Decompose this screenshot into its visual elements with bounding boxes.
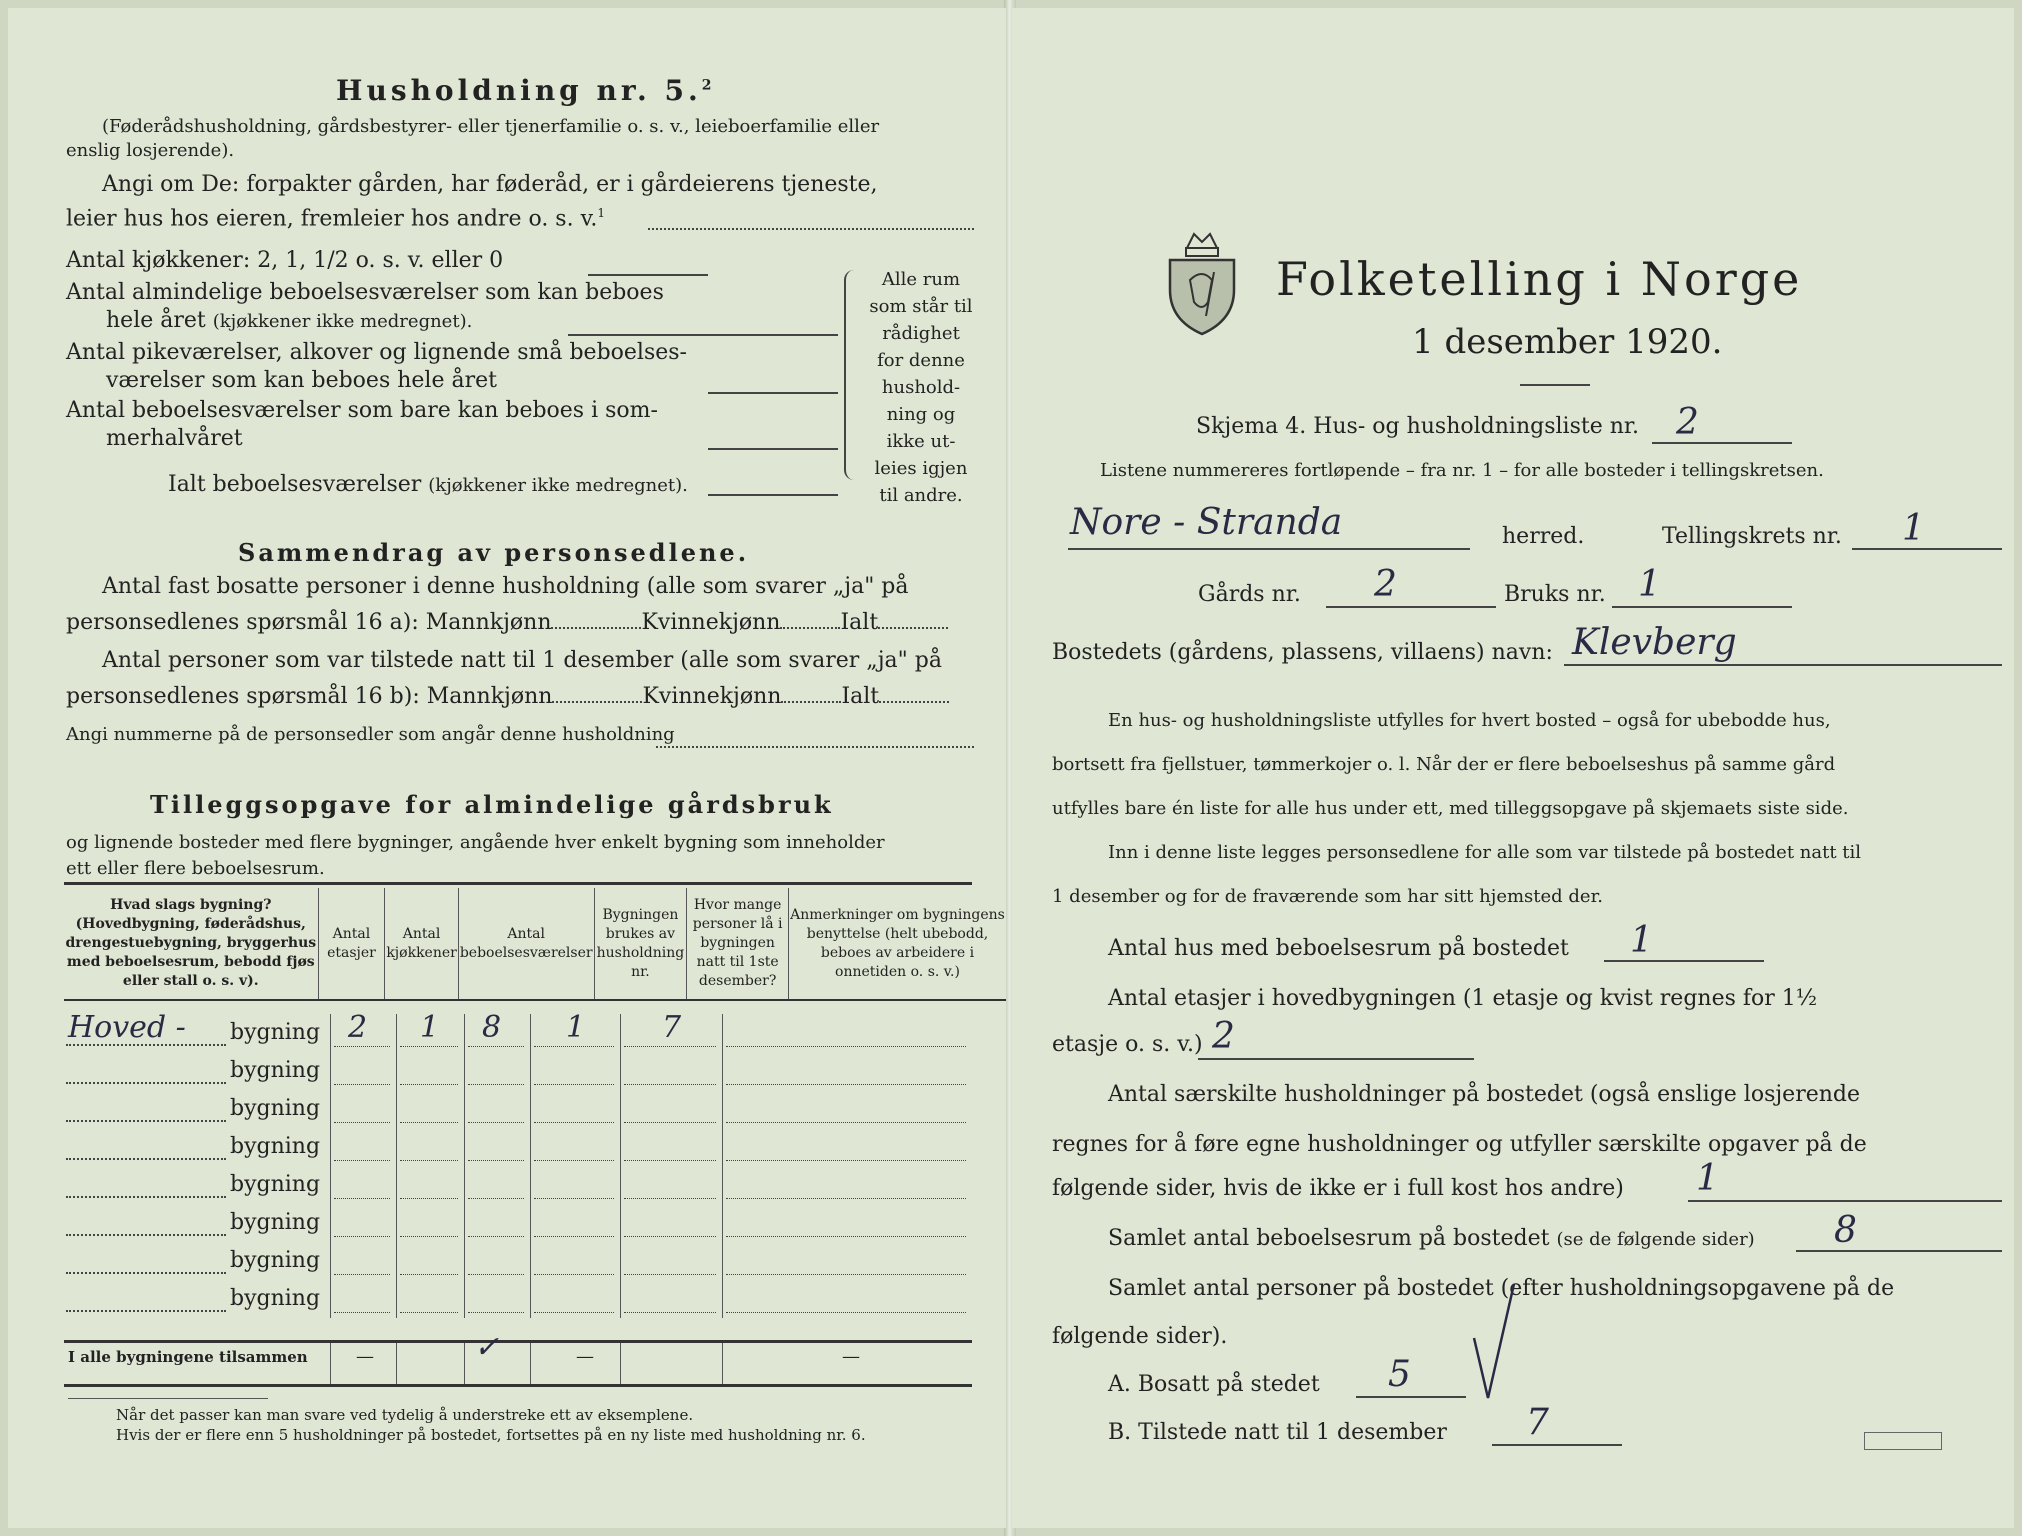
schema-label: Skjema 4. Hus- og husholdningsliste nr.	[1196, 414, 1639, 439]
column-divider	[530, 1242, 531, 1280]
list-number-value: 2	[1676, 402, 1699, 443]
maid-rooms-2: værelser som kan beboes hele året	[106, 368, 497, 393]
cell-line	[468, 1160, 524, 1161]
column-divider	[330, 1128, 331, 1166]
left-page	[8, 8, 1006, 1528]
column-divider	[464, 1280, 465, 1318]
row-type-line	[66, 1158, 226, 1160]
rooms-question: Samlet antal beboelsesrum på bostedet (se de følgende sider)	[1108, 1226, 1755, 1251]
resident-label: A. Bosatt på stedet	[1108, 1372, 1320, 1397]
column-divider	[396, 1280, 397, 1318]
column-divider	[396, 1204, 397, 1242]
instruction-3: utfylles bare én liste for alle hus under ett, med tilleggsopgave på skjemaets siste side.	[1052, 798, 1849, 819]
column-divider	[722, 1014, 723, 1052]
column-divider	[330, 1242, 331, 1280]
column-divider	[330, 1166, 331, 1204]
cell-line	[334, 1274, 390, 1275]
title-rule	[1520, 384, 1590, 386]
herred-line	[1068, 548, 1470, 550]
gards-label: Gårds nr.	[1198, 582, 1301, 607]
cell-line	[468, 1198, 524, 1199]
cell-line	[400, 1160, 458, 1161]
column-divider	[722, 1166, 723, 1204]
footnote-2: Hvis der er flere enn 5 husholdninger på bostedet, fortsettes på en ny liste med husholdning nr. 6.	[116, 1426, 866, 1444]
column-divider	[330, 1204, 331, 1242]
cell-line	[334, 1198, 390, 1199]
houses-line	[1604, 960, 1764, 962]
header-floors: Antal etasjer	[318, 888, 385, 1000]
floors-value: 2	[1212, 1016, 1235, 1057]
question-2: leier hus hos eieren, fremleier hos andre o. s. v.$^1$	[66, 206, 606, 232]
list-number-line	[1652, 442, 1792, 444]
column-divider	[620, 1090, 621, 1128]
row-type-line	[66, 1120, 226, 1122]
brace-note: Alle rum som står til rådighet for denne hushold- ning og ikke ut- leies igjen til andre.	[869, 269, 973, 506]
cell-line	[400, 1046, 458, 1047]
column-divider	[396, 1052, 397, 1090]
households-question-1: Antal særskilte husholdninger på bostedet (også enslige losjerende	[1108, 1082, 1861, 1107]
header-building-type: Hvad slags bygning? (Hovedbygning, føderådshus, drengestuebygning, bryggerhus med beboelsesrum, bebodd fjøs eller stall o. s. v).	[64, 888, 318, 1000]
cell-line	[726, 1198, 966, 1199]
total-dash-floors: —	[356, 1346, 374, 1367]
cell-line	[624, 1084, 716, 1085]
present-label: B. Tilstede natt til 1 desember	[1108, 1420, 1447, 1445]
total-rooms-line	[708, 494, 838, 496]
present-value: 7	[1526, 1402, 1549, 1443]
maid-rooms-line	[708, 392, 838, 394]
cell-line	[334, 1122, 390, 1123]
cell-line	[400, 1122, 458, 1123]
summary-2a: Antal personer som var tilstede natt til 1 desember (alle som svarer „ja" på	[102, 648, 942, 673]
column-divider	[396, 1128, 397, 1166]
column-divider	[330, 1090, 331, 1128]
checkmark-bracket-icon	[1470, 1278, 1530, 1408]
intro-note-2: enslig losjerende).	[66, 140, 235, 161]
numbers-line: Angi nummerne på de personsedler som angår denne husholdning	[66, 724, 675, 745]
row-type-line	[66, 1082, 226, 1084]
column-divider	[330, 1280, 331, 1318]
bruks-line	[1612, 606, 1792, 608]
row-label: bygning	[230, 1248, 321, 1273]
column-divider	[722, 1128, 723, 1166]
present-line	[1492, 1444, 1622, 1446]
cell-line	[468, 1312, 524, 1313]
summary-1a: Antal fast bosatte personer i denne husholdning (alle som svarer „ja" på	[102, 574, 909, 599]
column-divider	[620, 1280, 621, 1318]
column-divider	[722, 1052, 723, 1090]
instruction-4: Inn i denne liste legges personsedlene for alle som var tilstede på bostedet natt til	[1108, 842, 1862, 863]
ordinary-rooms-1: Antal almindelige beboelsesværelser som kan beboes	[66, 280, 664, 305]
total-column-divider	[464, 1342, 465, 1384]
bruks-label: Bruks nr.	[1504, 582, 1606, 607]
addon-title: Tilleggsopgave for almindelige gårdsbruk	[150, 790, 834, 819]
column-divider	[620, 1128, 621, 1166]
total-column-divider	[330, 1342, 331, 1384]
row-type-line	[66, 1196, 226, 1198]
summary-title: Sammendrag av personsedlene.	[238, 538, 750, 567]
total-column-divider	[620, 1342, 621, 1384]
column-divider	[530, 1014, 531, 1052]
coat-of-arms-icon	[1162, 228, 1242, 338]
cell-line	[468, 1084, 524, 1085]
column-divider	[530, 1280, 531, 1318]
floors-question-2: etasje o. s. v.)	[1052, 1032, 1203, 1057]
column-divider	[396, 1090, 397, 1128]
households-line	[1688, 1200, 2002, 1202]
households-value: 1	[1696, 1158, 1719, 1199]
total-rooms: Ialt beboelsesværelser (kjøkkener ikke medregnet).	[168, 472, 688, 497]
header-kitchens: Antal kjøkkener	[385, 888, 459, 1000]
cell-line	[400, 1274, 458, 1275]
cell-line	[534, 1236, 614, 1237]
cell-line	[334, 1312, 390, 1313]
column-divider	[330, 1052, 331, 1090]
cell-line	[534, 1198, 614, 1199]
instruction-1: En hus- og husholdningsliste utfylles for hvert bosted – også for ubebodde hus,	[1108, 710, 1831, 731]
kitchens-question: Antal kjøkkener: 2, 1, 1/2 o. s. v. eller 0	[66, 248, 504, 273]
cell-line	[624, 1274, 716, 1275]
row-label: bygning	[230, 1020, 321, 1045]
addon-1: og lignende bosteder med flere bygninger, angående hver enkelt bygning som inneholder	[66, 832, 885, 853]
footnote-1: Når det passer kan man svare ved tydelig å understreke ett av eksemplene.	[116, 1406, 694, 1424]
row-label: bygning	[230, 1172, 321, 1197]
building-table	[64, 888, 1006, 1001]
numbers-answer-line	[656, 746, 974, 748]
cell-line	[334, 1160, 390, 1161]
cell-line	[726, 1084, 966, 1085]
column-divider	[722, 1242, 723, 1280]
footnote-rule	[68, 1398, 268, 1399]
brace-mark	[844, 270, 864, 480]
column-divider	[620, 1166, 621, 1204]
column-divider	[396, 1166, 397, 1204]
tellingskrets-line	[1852, 548, 2002, 550]
cell-line	[624, 1160, 716, 1161]
column-divider	[620, 1204, 621, 1242]
column-divider	[620, 1014, 621, 1052]
cell-line	[334, 1046, 390, 1047]
herred-label: herred.	[1502, 524, 1585, 549]
row-label: bygning	[230, 1058, 321, 1083]
cell-line	[400, 1198, 458, 1199]
numbering-note: Listene nummereres fortløpende – fra nr. 1 – for alle bosteder i tellingskretsen.	[1100, 460, 1824, 481]
gards-value: 2	[1374, 564, 1397, 605]
total-check-mark: ✓	[474, 1330, 500, 1365]
bosted-label: Bostedets (gårdens, plassens, villaens) navn:	[1052, 640, 1553, 665]
row-kitchens-value: 1	[420, 1010, 440, 1045]
row-persons-value: 7	[662, 1010, 682, 1045]
column-divider	[530, 1204, 531, 1242]
herred-value: Nore - Stranda	[1070, 502, 1343, 543]
houses-value: 1	[1630, 920, 1653, 961]
question-answer-line	[648, 228, 974, 230]
column-divider	[620, 1052, 621, 1090]
header-household: Bygningen brukes av husholdning nr.	[594, 888, 687, 1000]
column-divider	[722, 1204, 723, 1242]
cell-line	[468, 1236, 524, 1237]
cell-line	[726, 1274, 966, 1275]
summary-1b: personsedlenes spørsmål 16 a): Mannkjønn Kvinnekjønn Ialt	[66, 610, 948, 635]
total-dash-household: —	[576, 1346, 594, 1367]
column-divider	[464, 1090, 465, 1128]
row-label: bygning	[230, 1210, 321, 1235]
column-divider	[464, 1014, 465, 1052]
header-remarks: Anmerkninger om bygningens benyttelse (helt ubebodd, beboes av arbeidere i onnetiden o. s. v.)	[790, 906, 1005, 980]
column-divider	[330, 1014, 331, 1052]
cell-line	[534, 1084, 614, 1085]
column-divider	[530, 1166, 531, 1204]
cell-line	[726, 1236, 966, 1237]
cell-line	[624, 1198, 716, 1199]
cell-line	[624, 1122, 716, 1123]
column-divider	[722, 1280, 723, 1318]
cell-line	[468, 1274, 524, 1275]
floors-line	[1198, 1058, 1474, 1060]
summer-rooms-2: merhalvåret	[106, 426, 243, 451]
household-title: Husholdning nr. 5.$^2$	[336, 74, 716, 107]
cell-line	[534, 1274, 614, 1275]
bosted-line	[1564, 664, 2002, 666]
cell-line	[400, 1236, 458, 1237]
cell-line	[468, 1122, 524, 1123]
summer-rooms-line	[708, 448, 838, 450]
table-bottom-rule	[64, 1340, 972, 1343]
instruction-5: 1 desember og for de fraværende som har sitt hjemsted der.	[1052, 886, 1603, 907]
header-rooms: Antal beboelsesværelser	[458, 888, 594, 1000]
row-rooms-value: 8	[482, 1010, 502, 1045]
cell-line	[726, 1312, 966, 1313]
total-dash-remarks: —	[842, 1346, 860, 1367]
row-type-line	[66, 1310, 226, 1312]
total-column-divider	[722, 1342, 723, 1384]
cell-line	[726, 1160, 966, 1161]
summer-rooms-1: Antal beboelsesværelser som bare kan beboes i som-	[66, 398, 658, 423]
total-column-divider	[530, 1342, 531, 1384]
total-row-rule	[64, 1384, 972, 1387]
cell-line	[400, 1312, 458, 1313]
persons-question-1: Samlet antal personer på bostedet (efter husholdningsopgavene på de	[1108, 1276, 1895, 1301]
cell-line	[624, 1046, 716, 1047]
row-type-line	[66, 1272, 226, 1274]
row-label: bygning	[230, 1286, 321, 1311]
cell-line	[534, 1160, 614, 1161]
rooms-line	[1796, 1250, 2002, 1252]
row-type-value: Hoved -	[68, 1010, 186, 1045]
tellingskrets-label: Tellingskrets nr.	[1662, 524, 1842, 549]
ordinary-rooms-line	[568, 334, 838, 336]
column-divider	[530, 1052, 531, 1090]
row-type-line	[66, 1234, 226, 1236]
printer-stamp-icon	[1864, 1432, 1942, 1450]
row-label: bygning	[230, 1134, 321, 1159]
cell-line	[334, 1236, 390, 1237]
column-divider	[530, 1128, 531, 1166]
cell-line	[726, 1046, 966, 1047]
floors-question-1: Antal etasjer i hovedbygningen (1 etasje og kvist regnes for 1½	[1108, 986, 1818, 1011]
instruction-2: bortsett fra fjellstuer, tømmerkojer o. l. Når der er flere beboelseshus på samme gård	[1052, 754, 1836, 775]
cell-line	[334, 1084, 390, 1085]
bruks-value: 1	[1638, 564, 1661, 605]
cell-line	[534, 1312, 614, 1313]
row-household-value: 1	[566, 1010, 586, 1045]
column-divider	[464, 1128, 465, 1166]
column-divider	[396, 1242, 397, 1280]
intro-note: (Føderådshusholdning, gårdsbestyrer- eller tjenerfamilie o. s. v., leieboerfamilie eller	[102, 116, 880, 137]
kitchens-line	[588, 274, 708, 276]
row-label: bygning	[230, 1096, 321, 1121]
total-row-label: I alle bygningene tilsammen	[68, 1348, 308, 1366]
column-divider	[464, 1242, 465, 1280]
ordinary-rooms-2: hele året (kjøkkener ikke medregnet).	[106, 308, 473, 333]
right-page	[1012, 8, 2014, 1528]
resident-line	[1356, 1396, 1466, 1398]
cell-line	[534, 1046, 614, 1047]
column-divider	[464, 1204, 465, 1242]
maid-rooms-1: Antal pikeværelser, alkover og lignende små beboelses-	[66, 340, 687, 365]
households-question-2: regnes for å føre egne husholdninger og utfyller særskilte opgaver på de	[1052, 1132, 1867, 1157]
cell-line	[400, 1084, 458, 1085]
column-divider	[620, 1242, 621, 1280]
resident-value: 5	[1388, 1354, 1411, 1395]
total-column-divider	[396, 1342, 397, 1384]
question-1: Angi om De: forpakter gården, har føderåd, er i gårdeierens tjeneste,	[102, 172, 878, 197]
row-floors-value: 2	[348, 1010, 368, 1045]
houses-question: Antal hus med beboelsesrum på bostedet	[1108, 936, 1569, 961]
column-divider	[396, 1014, 397, 1052]
tellingskrets-value: 1	[1902, 508, 1925, 549]
persons-question-2: følgende sider).	[1052, 1324, 1228, 1349]
bosted-value: Klevberg	[1572, 622, 1737, 663]
addon-2: ett eller flere beboelsesrum.	[66, 858, 325, 879]
column-divider	[464, 1166, 465, 1204]
census-title: Folketelling i Norge	[1276, 252, 1803, 306]
gards-line	[1326, 606, 1496, 608]
header-persons: Hvor mange personer lå i bygningen natt til 1ste desember?	[687, 888, 789, 1000]
cell-line	[624, 1236, 716, 1237]
cell-line	[468, 1046, 524, 1047]
cell-line	[534, 1122, 614, 1123]
table-top-rule	[64, 882, 972, 885]
column-divider	[464, 1052, 465, 1090]
cell-line	[726, 1122, 966, 1123]
cell-line	[624, 1312, 716, 1313]
summary-2b: personsedlenes spørsmål 16 b): Mannkjønn Kvinnekjønn Ialt	[66, 684, 949, 709]
column-divider	[530, 1090, 531, 1128]
rooms-value: 8	[1834, 1210, 1857, 1251]
column-divider	[722, 1090, 723, 1128]
census-date: 1 desember 1920.	[1412, 322, 1723, 362]
households-question-3: følgende sider, hvis de ikke er i full kost hos andre)	[1052, 1176, 1624, 1201]
